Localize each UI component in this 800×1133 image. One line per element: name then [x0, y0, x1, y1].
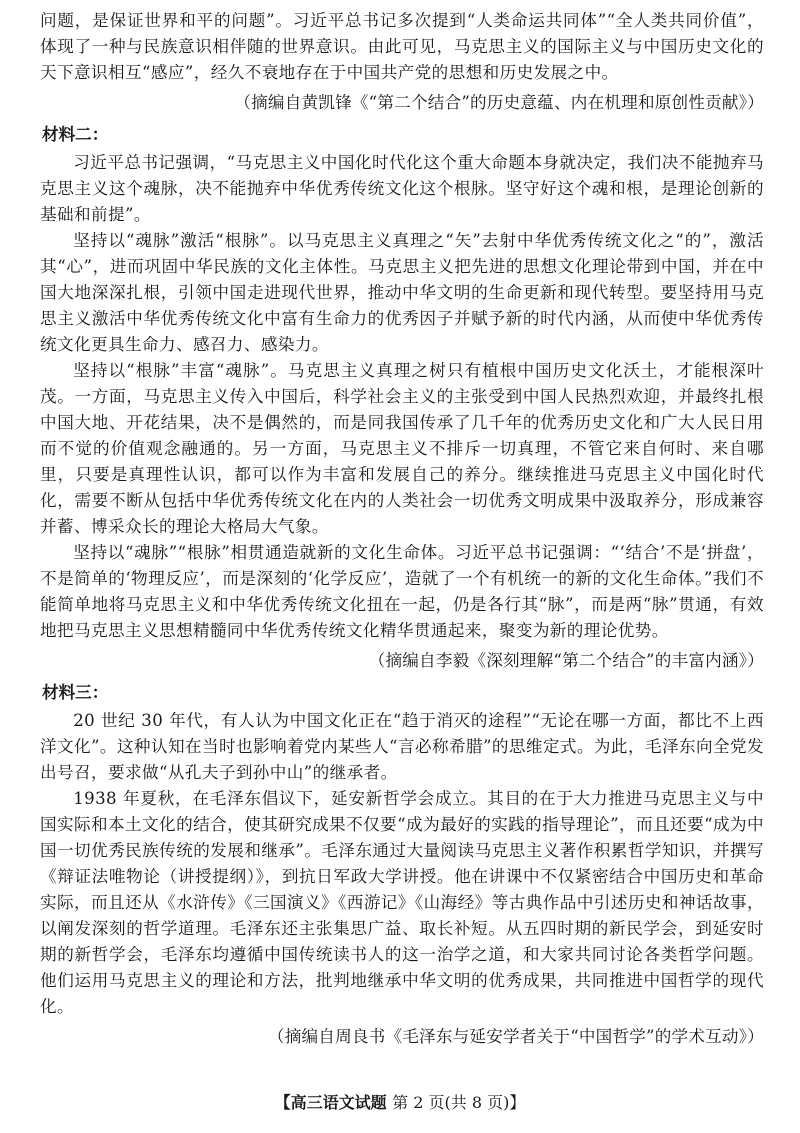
material2-paragraph: 坚持以“根脉”丰富“魂脉”。马克思主义真理之树只有植根中国历史文化沃土，才能根深叶茂。一方面，马克思主义传入中国后，科学社会主义的主张受到中国人民热烈欢迎，并最终扎根中国大地、开花结果，决不是偶然的，而是同我国传承了几千年的优秀历史文化和广大人民日用而不觉的价值观念融通的。另一方面，马克思主义不排斥一切真理，不管它来自何时、来自哪里，只要是真理性认识，都可以作为丰富和发展自己的养分。继续推进马克思主义中国化时代化，需要不断从包括中华优秀传统文化在内的人类社会一切优秀文明成果中汲取养分，形成兼容并蓄、博采众长的理论大格局大气象。: [40, 361, 764, 536]
document-page: [40, 8, 764, 1050]
page-footer: [0, 1090, 800, 1113]
material3-paragraph: 20 世纪 30 年代，有人认为中国文化正在“趋于消灭的途程”“无论在哪一方面，都比不上西洋文化”。这种认知在当时也影响着党内某些人“言必称希腊”的思维定式。为此，毛泽东向全党发出号召，要求做“从孔夫子到孙中山”的继承者。: [40, 711, 764, 782]
material3-heading: 材料三：: [42, 683, 109, 702]
material3-paragraph: 1938 年夏秋，在毛泽东倡议下，延安新哲学会成立。其目的在于大力推进马克思主义与中国实际和本土文化的结合，使其研究成果不仅要“成为最好的实践的指导理论”，而且还要“成为中国一切优秀民族传统的发展和继承”。毛泽东通过大量阅读马克思主义著作积累哲学知识，并撰写《辩证法唯物论（讲授提纲）》，到抗日军政大学讲授。他在讲课中不仅紧密结合中国历史和革命实际，而且还从《水浒传》《三国演义》《西游记》《山海经》等古典作品中引述历史和神话故事，以阐发深刻的哲学道理。毛泽东还主张集思广益、取长补短。从五四时期的新民学会，到延安时期的新哲学会，毛泽东均遵循中国传统读书人的这一治学之道，和大家共同讨论各类哲学问题。他们运用马克思主义的理论和方法，批判地继承中华文明的优秀成果，共同推进中国哲学的现代化。: [40, 789, 764, 1016]
material2-heading: 材料二：: [42, 125, 109, 144]
material1-source: （摘编自黄凯锋《“第二个结合”的历史意蕴、内在机理和原创性贡献》）: [234, 93, 764, 112]
material3-source: （摘编自周良书《毛泽东与延安学者关于“中国哲学”的学术互动》）: [267, 1027, 764, 1046]
footer-title: 【高三语文试题: [274, 1093, 387, 1112]
footer-page-number: 第 2 页(共 8 页)】: [392, 1093, 526, 1112]
material1-tail-paragraph: 问题，是保证世界和平的问题”。习近平总书记多次提到“人类命运共同体”“全人类共同价值”，体现了一种与民族意识相伴随的世界意识。由此可见，马克思主义的国际主义与中国历史文化的天下意识相互“感应”，经久不衰地存在于中国共产党的思想和历史发展之中。: [40, 11, 764, 82]
material2-paragraph: 坚持以“魂脉”“根脉”相贯通造就新的文化生命体。习近平总书记强调：“‘结合’不是‘拼盘’，不是简单的‘物理反应’，而是深刻的‘化学反应’，造就了一个有机统一的新的文化生命体。”我们不能简单地将马克思主义和中华优秀传统文化扭在一起，仍是各行其“脉”，而是两“脉”贯通，有效地把马克思主义思想精髓同中华优秀传统文化精华贯通起来，聚变为新的理论优势。: [40, 543, 764, 640]
material2-source: （摘编自李毅《深刻理解“第二个结合”的丰富内涵》）: [368, 651, 764, 670]
material2-paragraph: 坚持以“魂脉”激活“根脉”。以马克思主义真理之“矢”去射中华优秀传统文化之“的”，激活其“心”，进而巩固中华民族的文化主体性。马克思主义把先进的思想文化理论带到中国，并在中国大地深深扎根，引领中国走进现代世界，推动中华文明的生命更新和现代转型。要坚持用马克思主义激活中华优秀传统文化中富有生命力的优秀因子并赋予新的时代内涵，从而使中华优秀传统文化更具生命力、感召力、感染力。: [40, 231, 764, 354]
material2-paragraph: 习近平总书记强调，“马克思主义中国化时代化这个重大命题本身就决定，我们决不能抛弃马克思主义这个魂脉，决不能抛弃中华优秀传统文化这个根脉。坚守好这个魂和根，是理论创新的基础和前提”。: [40, 153, 764, 224]
